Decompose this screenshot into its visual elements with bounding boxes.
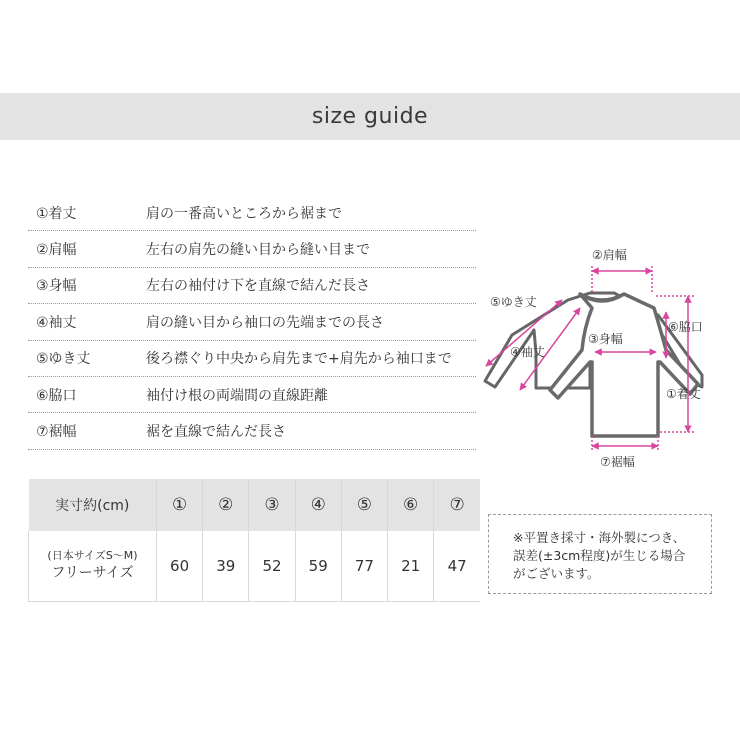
definition-label: ⑤ゆき丈	[36, 351, 91, 368]
size-value-cell: 47	[434, 531, 480, 602]
size-note: (日本サイズS〜M)	[47, 549, 138, 563]
definition-text: 袖付け根の両端間の直線距離	[146, 387, 328, 404]
garment-diagram	[480, 240, 720, 480]
measurement-note-box	[488, 514, 712, 594]
label-length: ①着丈	[666, 387, 701, 401]
definition-label: ②肩幅	[36, 242, 77, 259]
garment-diagram-svg	[480, 240, 720, 480]
size-value-cell: 77	[341, 531, 387, 602]
note-line: がございます。	[513, 566, 600, 582]
definition-text: 後ろ襟ぐり中央から肩先まで+肩先から袖口まで	[146, 351, 452, 368]
definition-text: 肩の縫い目から袖口の先端までの長さ	[146, 314, 384, 331]
definition-label: ④袖丈	[36, 314, 77, 331]
size-value-cell: 52	[249, 531, 295, 602]
size-table-col-header: ②	[203, 479, 249, 531]
definition-row	[28, 304, 476, 340]
note-line: ※平置き採寸・海外製につき、	[513, 530, 686, 545]
definition-list	[28, 195, 476, 450]
size-value-cell: 59	[295, 531, 341, 602]
definition-row	[28, 413, 476, 449]
definition-label: ⑥脇口	[36, 387, 77, 404]
label-armhole: ⑥脇口	[668, 320, 703, 334]
size-table-col-header: ③	[249, 479, 295, 531]
label-yuki: ⑤ゆき丈	[490, 295, 537, 309]
size-table-col-header: ⑥	[388, 479, 434, 531]
definition-row	[28, 268, 476, 304]
size-table-col-header: ⑤	[341, 479, 387, 531]
definition-row	[28, 341, 476, 377]
label-sleeve: ④袖丈	[510, 345, 545, 359]
label-shoulder: ②肩幅	[592, 248, 627, 262]
size-table-col-header: ④	[295, 479, 341, 531]
size-table-col-header: ①	[157, 479, 203, 531]
definition-label: ③身幅	[36, 278, 77, 295]
size-value-cell: 60	[157, 531, 203, 602]
definition-row	[28, 377, 476, 413]
table-row	[29, 531, 481, 602]
size-table-header-label: 実寸約(cm)	[29, 479, 157, 531]
page-title: size guide	[311, 104, 429, 129]
definition-text: 左右の肩先の縫い目から縫い目まで	[146, 242, 370, 259]
size-value-cell: 21	[388, 531, 434, 602]
size-table	[28, 479, 480, 602]
definition-text: 裾を直線で結んだ長さ	[146, 424, 286, 441]
header-band	[0, 93, 740, 140]
definition-label: ⑦裾幅	[36, 424, 77, 441]
definition-row	[28, 231, 476, 267]
definition-row	[28, 195, 476, 231]
label-body: ③身幅	[588, 332, 623, 346]
size-value-cell: 39	[203, 531, 249, 602]
size-table-header-row	[29, 479, 481, 531]
definition-label: ①着丈	[36, 205, 77, 222]
definition-text: 左右の袖付け下を直線で結んだ長さ	[146, 278, 370, 295]
size-name-cell	[29, 531, 157, 602]
size-name: フリーサイズ	[51, 564, 134, 581]
size-table-col-header: ⑦	[434, 479, 480, 531]
definition-text: 肩の一番高いところから裾まで	[146, 205, 342, 222]
note-line: 誤差(±3cm程度)が生じる場合	[513, 548, 686, 564]
label-hem: ⑦裾幅	[600, 455, 635, 469]
